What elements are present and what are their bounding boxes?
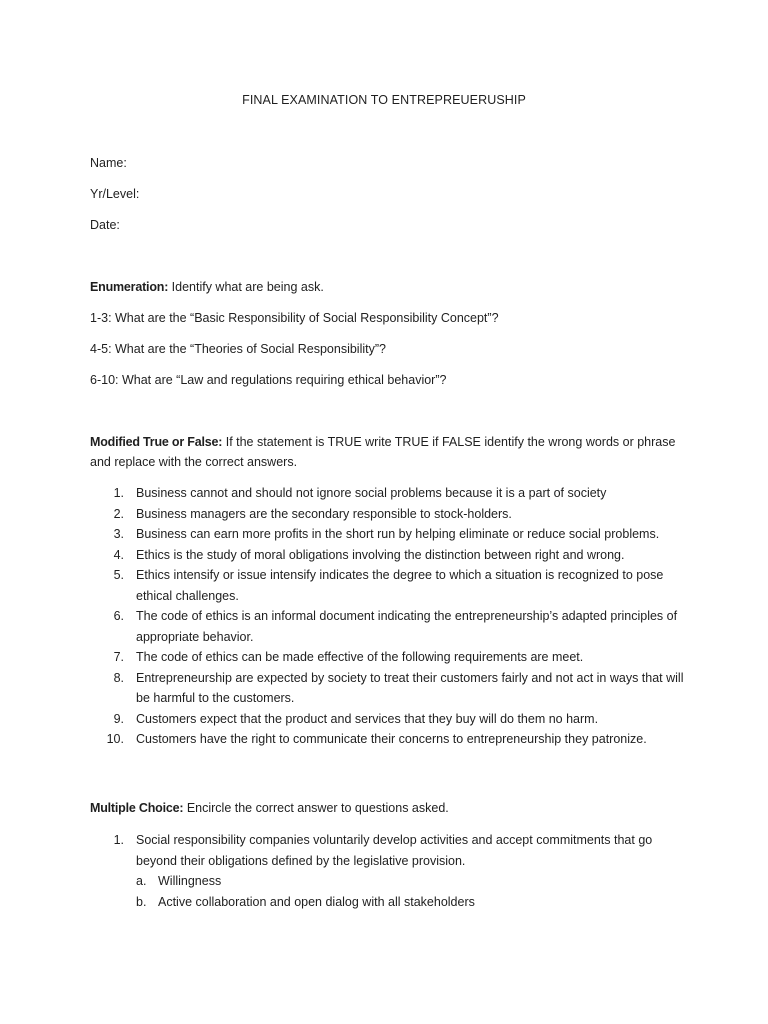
item-number: 6.: [113, 609, 124, 623]
choice-list: [136, 871, 690, 912]
enumeration-section: [90, 280, 324, 294]
document-title: FINAL EXAMINATION TO ENTREPREUERUSHIP: [242, 93, 526, 107]
item-number: 3.: [113, 527, 124, 541]
item-number: 1.: [113, 833, 124, 847]
item-text: The code of ethics is an informal document indicating the entrepreneurship’s adapted principles of appropriate behavior.: [136, 609, 678, 644]
multiple-choice-section: [90, 801, 449, 815]
item-text: Business cannot and should not ignore social problems because it is a part of society: [136, 486, 607, 500]
item-text: Business managers are the secondary responsible to stock-holders.: [136, 506, 512, 521]
question-text: Social responsibility companies voluntarily develop activities and accept commitments that go beyond their obligations defined by the legislative provision.: [136, 833, 653, 868]
name-field-label: Name:: [90, 156, 127, 170]
item-text: Ethics intensify or issue intensify indicates the degree to which a situation is recognized to pose ethical challenges.: [136, 568, 664, 603]
choice-letter: a.: [136, 874, 147, 888]
choice-letter: b.: [136, 894, 147, 909]
item-number: 7.: [113, 650, 124, 664]
enumeration-item: 4-5: What are the “Theories of Social Responsibility”?: [90, 342, 386, 356]
item-number: 5.: [113, 568, 124, 582]
item-number: 9.: [113, 711, 124, 726]
item-number: 8.: [113, 670, 124, 685]
true-false-instruction: If the statement is TRUE write TRUE if FALSE identify the wrong words or phrase and replace with the correct answers.: [90, 435, 676, 469]
item-number: 1.: [113, 486, 124, 500]
list-item: [90, 830, 690, 912]
date-field-label: Date:: [90, 218, 120, 232]
item-text: Customers expect that the product and services that they buy will do them no harm.: [136, 711, 599, 726]
list-item: [90, 668, 690, 709]
choice-item: [136, 871, 690, 892]
item-text: Ethics is the study of moral obligations involving the distinction between right and wrong.: [136, 547, 625, 562]
list-item: [90, 483, 690, 504]
choice-text: Active collaboration and open dialog with all stakeholders: [158, 894, 475, 909]
item-number: 4.: [113, 547, 124, 562]
list-item: [90, 647, 690, 668]
list-item: [90, 606, 690, 647]
true-false-list: [90, 483, 690, 750]
enumeration-item: 1-3: What are the “Basic Responsibility of Social Responsibility Concept”?: [90, 311, 499, 325]
list-item: [90, 709, 690, 730]
item-number: 2.: [113, 506, 124, 521]
enumeration-instruction: Identify what are being ask.: [171, 280, 324, 294]
enumeration-item: 6-10: What are “Law and regulations requiring ethical behavior”?: [90, 373, 447, 387]
multiple-choice-heading: Multiple Choice:: [90, 801, 184, 815]
item-number: 10.: [106, 732, 124, 746]
enumeration-heading: Enumeration:: [90, 280, 169, 294]
item-text: Entrepreneurship are expected by society to treat their customers fairly and not act in ways that will be harmful to the customers.: [136, 670, 684, 705]
choice-item: [136, 892, 690, 913]
multiple-choice-instruction: Encircle the correct answer to questions asked.: [186, 801, 449, 815]
list-item: [90, 524, 690, 545]
item-text: Customers have the right to communicate their concerns to entrepreneurship they patronize.: [136, 732, 647, 746]
yr-level-field-label: Yr/Level:: [90, 187, 140, 201]
choice-text: Willingness: [158, 874, 222, 888]
list-item: [90, 545, 690, 566]
true-false-heading: Modified True or False:: [90, 435, 223, 449]
item-text: Business can earn more profits in the short run by helping eliminate or reduce social problems.: [136, 527, 660, 541]
item-text: The code of ethics can be made effective of the following requirements are meet.: [136, 650, 584, 664]
multiple-choice-list: [90, 830, 690, 912]
list-item: [90, 504, 690, 525]
list-item: [90, 729, 690, 750]
list-item: [90, 565, 690, 606]
true-false-section: [90, 432, 690, 472]
